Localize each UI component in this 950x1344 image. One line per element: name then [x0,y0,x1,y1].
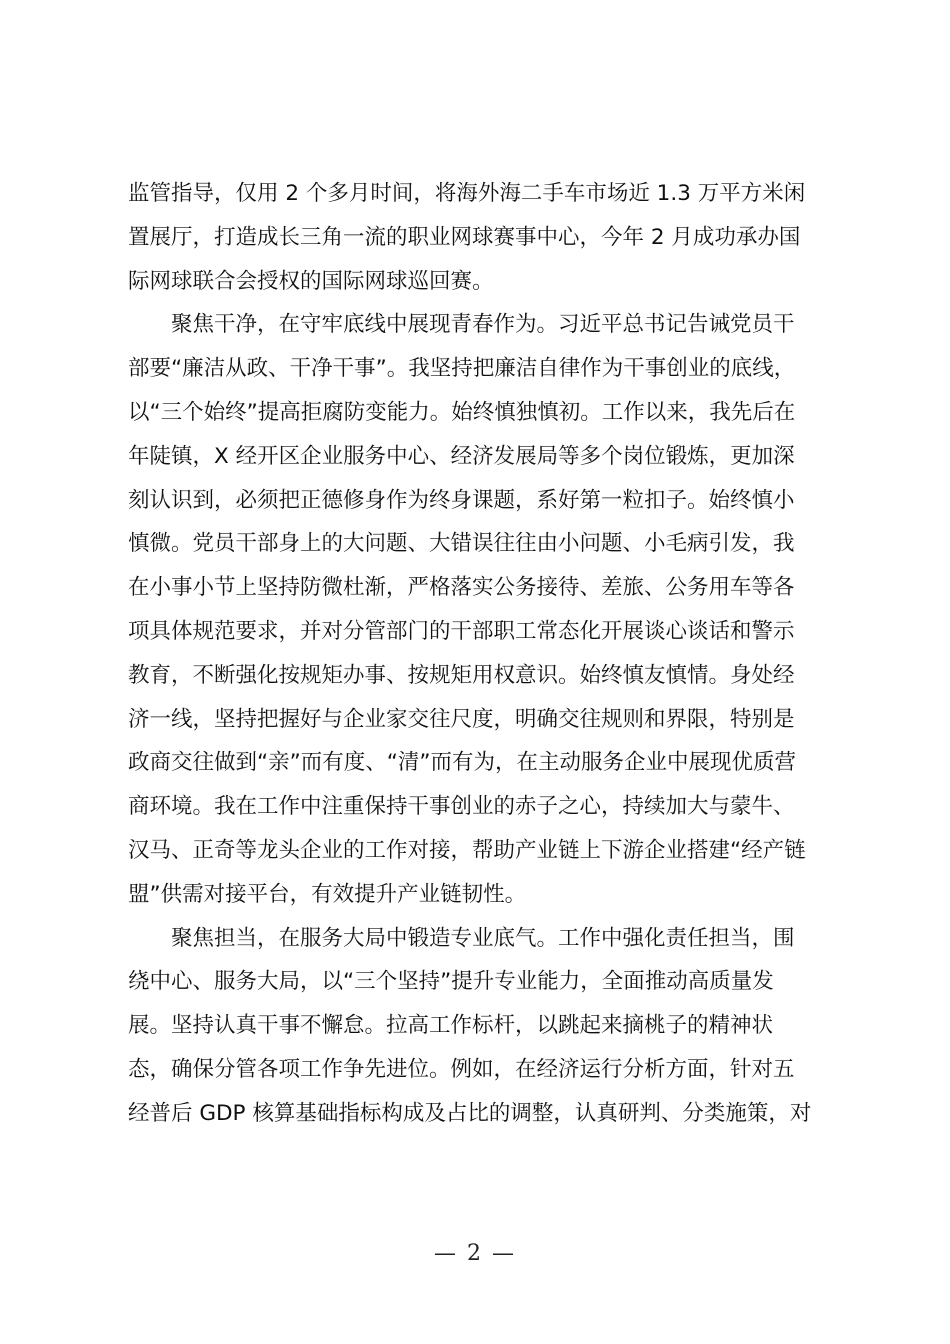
text-line: 置展厅，打造成长三角一流的职业网球赛事中心，今年 2 月成功承办国 [128,224,801,250]
text-line: 项具体规范要求，并对分管部门的干部职工常态化开展谈心谈话和警示 [128,618,795,644]
text-line: 聚焦干净，在守牢底线中展现青春作为。习近平总书记告诫党员干 [128,312,795,338]
text-line: 部要“廉洁从政、干净干事”。我坚持把廉洁自律作为干事创业的底线， [128,356,796,382]
text-line: 聚焦担当，在服务大局中锻造专业底气。工作中强化责任担当，围 [128,925,795,951]
text-line: 汉马、正奇等龙头企业的工作对接，帮助产业链上下游企业搭建“经产链 [128,837,806,863]
text-line: 济一线，坚持把握好与企业家交往尺度，明确交往规则和界限，特别是 [128,706,795,732]
text-line: 教育，不断强化按规矩办事、按规矩用权意识。始终慎友慎情。身处经 [128,662,795,688]
text-line: 监管指导，仅用 2 个多月时间，将海外海二手车市场近 1.3 万平方米闲 [128,181,806,206]
text-line: 慎微。党员干部身上的大问题、大错误往往由小问题、小毛病引发，我 [128,531,795,557]
text-line: 刻认识到，必须把正德修身作为终身课题，系好第一粒扣子。始终慎小 [128,487,795,513]
text-line: 经普后 GDP 核算基础指标构成及占比的调整，认真研判、分类施策，对 [128,1100,812,1126]
text-line: 态，确保分管各项工作争先进位。例如，在经济运行分析方面，针对五 [128,1056,795,1082]
text-line: 展。坚持认真干事不懈怠。拉高工作标杆，以跳起来摘桃子的精神状 [128,1013,774,1039]
text-line: 以“三个始终”提高拒腐防变能力。始终慎独慎初。工作以来，我先后在 [128,399,796,425]
text-line: 际网球联合会授权的国际网球巡回赛。 [128,268,494,294]
text-line: 绕中心、服务大局，以“三个坚持”提升专业能力，全面推动高质量发 [128,969,774,995]
text-line: 商环境。我在工作中注重保持干事创业的赤子之心，持续加大与蒙牛、 [128,794,795,820]
body-text [128,172,828,1136]
page-number: — 2 — [434,1241,516,1266]
text-line: 政商交往做到“亲”而有度、“清”而有为，在主动服务企业中展现优质营 [128,750,797,776]
text-line: 年陡镇，X 经开区企业服务中心、经济发展局等多个岗位锻炼，更加深 [128,443,795,469]
text-line: 盟”供需对接平台，有效提升产业链韧性。 [128,881,527,907]
text-line: 在小事小节上坚持防微杜渐，严格落实公务接待、差旅、公务用车等各 [128,575,795,601]
